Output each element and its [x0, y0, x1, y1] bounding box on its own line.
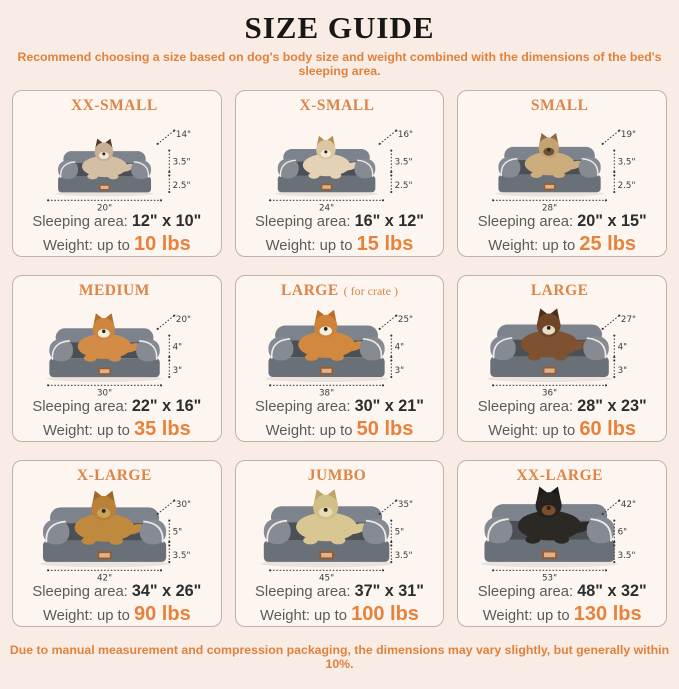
size-name: SMALL — [530, 97, 589, 114]
dog-paw-left — [87, 173, 98, 179]
size-card — [12, 275, 222, 442]
bolster-height-label: 3.5" — [395, 157, 413, 168]
weight-value: 25 lbs — [579, 233, 637, 255]
width-label: 28" — [542, 203, 558, 212]
dog-nose — [102, 509, 106, 513]
dog-paw-left — [305, 353, 318, 360]
weight-value: 15 lbs — [356, 233, 414, 255]
base-height-label: 3" — [172, 365, 182, 376]
depth-dim-line — [380, 501, 397, 514]
size-card-title — [77, 467, 157, 484]
page-title: SIZE GUIDE — [244, 10, 435, 45]
depth-label: 19" — [621, 130, 637, 141]
size-name: XX-SMALL — [70, 97, 158, 114]
size-card — [235, 460, 445, 627]
bolster-height-label: 6" — [617, 527, 628, 538]
bed-with-dog-illustration — [240, 484, 438, 582]
weight-line — [488, 417, 636, 441]
weight-line — [260, 602, 419, 626]
sleeping-area-value: 12" x 10" — [131, 211, 202, 230]
page-subtitle: Recommend choosing a size based on dog's body size and weight combined with the dimensions of the bed's sleeping area. — [17, 50, 662, 78]
sleeping-area-value: 28" x 23" — [577, 396, 647, 415]
brand-tag-inner — [322, 369, 332, 373]
size-card-title — [531, 97, 594, 114]
weight-label: Weight: up to — [482, 608, 570, 624]
depth-dim-line — [380, 131, 397, 144]
weight-label: Weight: up to — [42, 423, 130, 439]
brand-tag-inner — [322, 553, 333, 557]
brand-tag-inner — [100, 186, 108, 189]
sleeping-area-value: 16" x 12" — [354, 211, 424, 230]
base-height-label: 3.5" — [617, 550, 636, 561]
weight-label: Weight: up to — [488, 423, 576, 439]
brand-tag-inner — [99, 553, 110, 557]
sleeping-area-line — [478, 582, 647, 601]
size-card — [235, 90, 445, 257]
size-name: X-LARGE — [76, 467, 152, 484]
dog-paw-left — [531, 171, 543, 178]
weight-value: 35 lbs — [134, 418, 191, 440]
weight-value: 130 lbs — [573, 603, 642, 625]
size-card — [12, 90, 222, 257]
dog-paw-right — [109, 537, 123, 545]
footnote: Due to manual measurement and compression packaging, the dimensions may vary slightly, but generally within 10%. — [9, 643, 670, 671]
base-height-label: 3.5" — [395, 550, 413, 561]
bolster-height-label: 4" — [395, 342, 405, 353]
width-label: 42" — [96, 573, 112, 582]
size-name: LARGE — [530, 282, 589, 299]
bolster-height-label: 3.5" — [617, 157, 636, 168]
sleeping-area-label: Sleeping area: — [32, 213, 128, 230]
sleeping-area-label: Sleeping area: — [32, 583, 128, 600]
weight-value: 50 lbs — [356, 418, 414, 440]
brand-tag-inner — [545, 185, 554, 189]
sleeping-area-value: 34" x 26" — [131, 581, 202, 600]
depth-dim-line — [603, 501, 620, 514]
sleeping-area-line — [32, 212, 201, 231]
dog-paw-right — [331, 353, 344, 360]
depth-dim-line — [157, 501, 174, 514]
size-card — [457, 460, 667, 627]
sleeping-area-label: Sleeping area: — [255, 398, 351, 415]
dog-paw-left — [84, 355, 97, 362]
depth-label: 42" — [621, 500, 637, 511]
size-card — [12, 460, 222, 627]
bolster-height-label: 4" — [617, 342, 628, 353]
size-card-title — [516, 467, 608, 484]
sleeping-area-value: 48" x 32" — [577, 581, 647, 600]
depth-label: 35" — [398, 500, 414, 511]
sleeping-area-label: Sleeping area: — [477, 583, 574, 600]
width-label: 36" — [542, 388, 558, 397]
sleeping-area-value: 37" x 31" — [354, 581, 424, 600]
size-name-note: ( for crate ) — [343, 284, 398, 298]
sleeping-area-line — [32, 397, 201, 416]
sleeping-area-label: Sleeping area: — [255, 583, 351, 600]
bed-dog-group — [261, 489, 394, 567]
depth-label: 27" — [621, 315, 637, 326]
dog-paw-right — [108, 173, 119, 179]
size-card-title — [531, 282, 594, 299]
bed-dog-group — [481, 487, 619, 568]
sleeping-area-value: 30" x 21" — [354, 396, 424, 415]
size-card — [457, 275, 667, 442]
weight-value: 90 lbs — [134, 603, 191, 625]
depth-label: 20" — [175, 315, 191, 326]
width-label: 20" — [96, 203, 112, 212]
weight-label: Weight: up to — [265, 238, 353, 254]
dog-nose — [325, 150, 328, 153]
size-card-title — [71, 97, 163, 114]
brand-tag-inner — [544, 553, 555, 558]
dog-paw-right — [554, 353, 568, 361]
sleeping-area-label: Sleeping area: — [477, 398, 574, 415]
base-height-label: 2.5" — [395, 180, 413, 191]
depth-dim-line — [603, 316, 620, 329]
size-card-title — [300, 97, 380, 114]
dog-nose — [102, 152, 105, 155]
weight-line — [483, 602, 642, 626]
dog-paw-left — [304, 536, 318, 544]
bolster-height-label: 5" — [395, 527, 405, 538]
bed-with-dog-illustration — [18, 484, 216, 582]
size-name: MEDIUM — [78, 282, 150, 299]
depth-dim-line — [157, 131, 174, 144]
weight-line — [43, 417, 191, 441]
dog-paw-right — [331, 172, 342, 178]
dog-paw-right — [554, 535, 569, 543]
bed-dog-group — [39, 491, 169, 568]
bolster-height-label: 4" — [172, 342, 182, 353]
sleeping-area-line — [255, 582, 424, 601]
width-label: 38" — [319, 388, 335, 397]
bed-dog-group — [275, 136, 378, 197]
bed-with-dog-illustration — [463, 114, 661, 212]
sleeping-area-line — [255, 397, 424, 416]
width-label: 53" — [542, 573, 558, 582]
bed-dog-group — [487, 308, 612, 382]
dog-nose — [547, 326, 551, 330]
weight-label: Weight: up to — [42, 608, 130, 624]
weight-line — [488, 232, 636, 256]
dog-paw-right — [332, 536, 346, 544]
dog-nose — [324, 508, 328, 512]
sleeping-area-value: 20" x 15" — [577, 211, 647, 230]
dog-paw-right — [108, 355, 121, 362]
width-label: 24" — [319, 203, 335, 212]
sleeping-area-line — [478, 397, 647, 416]
weight-line — [43, 232, 191, 256]
depth-label: 30" — [175, 500, 191, 511]
dog-nose — [547, 506, 551, 510]
depth-label: 16" — [398, 130, 414, 141]
base-height-label: 3" — [395, 365, 405, 376]
bed-with-dog-illustration — [240, 114, 438, 212]
dog-nose — [547, 148, 550, 151]
dog-paw-left — [82, 537, 96, 545]
depth-dim-line — [380, 316, 397, 329]
size-card — [235, 275, 445, 442]
bed-dog-group — [496, 133, 604, 197]
bed-with-dog-illustration — [463, 484, 661, 582]
weight-label: Weight: up to — [260, 608, 347, 624]
brand-tag-inner — [545, 369, 555, 373]
weight-label: Weight: up to — [488, 238, 576, 254]
dog-nose — [102, 330, 105, 333]
base-height-label: 3" — [617, 365, 628, 376]
weight-value: 100 lbs — [351, 603, 419, 625]
size-name: XX-LARGE — [516, 467, 603, 484]
weight-line — [266, 232, 414, 256]
size-card — [457, 90, 667, 257]
weight-line — [43, 602, 191, 626]
size-name: LARGE — [281, 282, 339, 299]
bed-dog-group — [46, 313, 163, 382]
bed-with-dog-illustration — [18, 114, 216, 212]
sleeping-area-value: 22" x 16" — [131, 396, 202, 415]
bed-with-dog-illustration — [240, 299, 438, 397]
sleeping-area-label: Sleeping area: — [32, 398, 128, 415]
bed-with-dog-illustration — [18, 299, 216, 397]
bed-dog-group — [55, 139, 153, 197]
weight-label: Weight: up to — [42, 238, 130, 254]
size-card-title — [281, 282, 398, 299]
sleeping-area-label: Sleeping area: — [255, 213, 351, 230]
width-label: 30" — [96, 388, 112, 397]
brand-tag-inner — [100, 369, 109, 373]
brand-tag-inner — [323, 185, 331, 188]
size-name: JUMBO — [307, 467, 367, 484]
weight-value: 60 lbs — [579, 418, 637, 440]
bolster-height-label: 3.5" — [172, 157, 191, 168]
dog-paw-left — [528, 353, 542, 361]
base-height-label: 2.5" — [172, 180, 191, 191]
sleeping-area-label: Sleeping area: — [477, 213, 574, 230]
dog-paw-left — [526, 535, 541, 543]
width-label: 45" — [319, 573, 335, 582]
dog-nose — [324, 327, 328, 331]
bed-dog-group — [266, 310, 389, 382]
size-card-title — [79, 282, 155, 299]
sleeping-area-line — [478, 212, 647, 231]
weight-value: 10 lbs — [134, 233, 191, 255]
weight-label: Weight: up to — [265, 423, 353, 439]
bed-with-dog-illustration — [463, 299, 661, 397]
weight-line — [266, 417, 414, 441]
dog-paw-left — [309, 172, 320, 178]
size-cards-grid — [0, 90, 679, 627]
base-height-label: 2.5" — [617, 180, 636, 191]
depth-dim-line — [157, 316, 174, 329]
bolster-height-label: 5" — [172, 527, 182, 538]
dog-paw-right — [553, 171, 565, 178]
depth-dim-line — [603, 131, 620, 144]
size-card-title — [308, 467, 371, 484]
size-name: X-SMALL — [299, 97, 375, 114]
base-height-label: 3.5" — [172, 550, 191, 561]
sleeping-area-line — [255, 212, 424, 231]
depth-label: 25" — [398, 315, 414, 326]
depth-label: 14" — [175, 130, 191, 141]
sleeping-area-line — [32, 582, 201, 601]
